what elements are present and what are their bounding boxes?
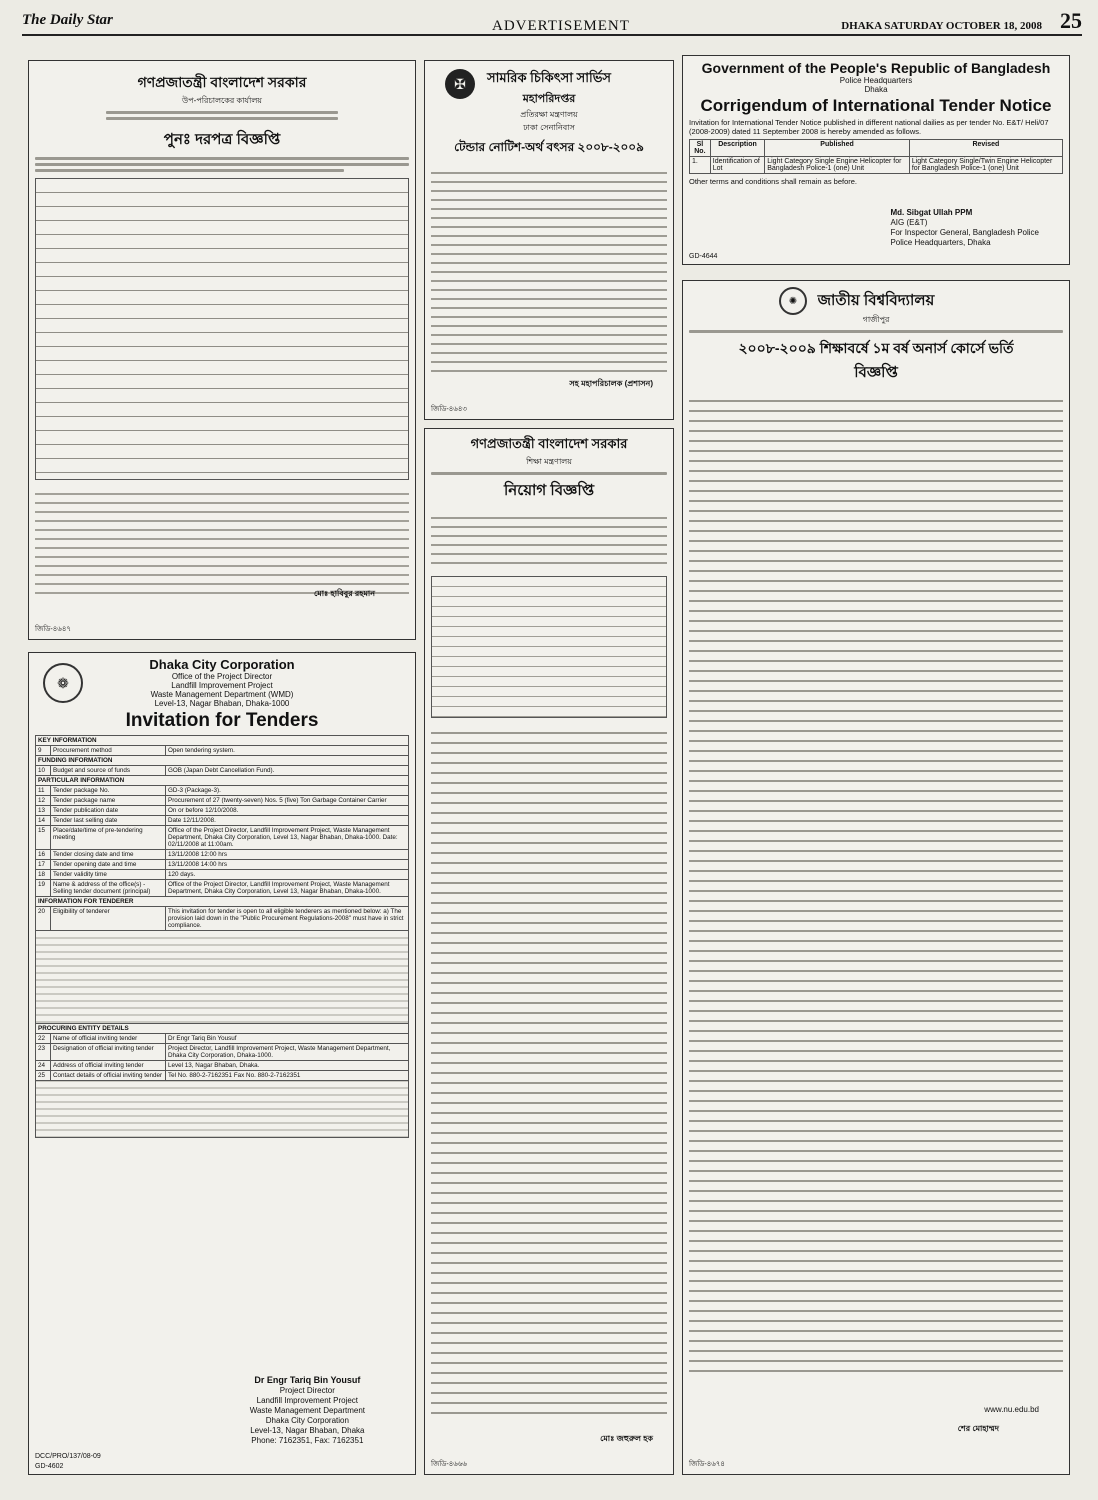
table-cell: Designation of official inviting tender [51, 1044, 166, 1061]
table-row [36, 786, 409, 796]
ad-table [35, 178, 409, 480]
ad-code: জিডি-৪৬৬৬ [431, 1461, 467, 1468]
table-cell: 24 [36, 1061, 51, 1071]
table-row [36, 880, 409, 897]
ad-signatory: মোঃ জহুরুল হক [600, 1434, 653, 1443]
ad-military-tender [424, 60, 674, 420]
dcc-code-2: GD-4602 [35, 1463, 64, 1470]
dcc-org: Dhaka City Corporation [149, 657, 295, 672]
column-header: Revised [909, 140, 1062, 157]
table-cell: Name of official inviting tender [51, 1034, 166, 1044]
table-cell: 9 [36, 746, 51, 756]
table-row [36, 806, 409, 816]
table-cell: 22 [36, 1034, 51, 1044]
table-cell: Procurement of 27 (twenty-seven) Nos. 5 (five) Ton Garbage Container Carrier [166, 796, 409, 806]
table-row [36, 766, 409, 776]
sig-office: Police Headquarters, Dhaka [890, 238, 991, 247]
table-row [36, 1044, 409, 1061]
dcc-emblem-icon: ❁ [43, 663, 83, 703]
section-row [36, 736, 409, 746]
table-cell: Tender closing date and time [51, 850, 166, 860]
dcc-project: Landfill Improvement Project [171, 681, 273, 690]
table-row [36, 826, 409, 850]
corrigendum-intro: Invitation for International Tender Notice published in different national dailies as per tender No. E&T/ Heli/07 (2008-2009) dated 11 September 2008 is hereby amended as follows. [689, 118, 1049, 136]
table-cell: 15 [36, 826, 51, 850]
table-cell: Procurement method [51, 746, 166, 756]
ad-code: জিডি-৪৬৪৭ [35, 626, 71, 633]
sig-name: Md. Sibgat Ullah PPM [890, 208, 973, 217]
university-url[interactable]: www.nu.edu.bd [984, 1405, 1039, 1414]
table-cell: Tender validity time [51, 870, 166, 880]
table-cell: Tel No. 880-2-7162351 Fax No. 880-2-7162351 [166, 1071, 409, 1081]
table-cell: This invitation for tender is open to all eligible tenderers as mentioned below: a) The provision laid down in the "Public Procurement Regulations-2008" must have in strict compliance. [166, 907, 409, 931]
table-cell: 23 [36, 1044, 51, 1061]
table-cell: 16 [36, 850, 51, 860]
table-cell: 17 [36, 860, 51, 870]
section-row [36, 897, 409, 907]
ad-code: GD-4644 [689, 253, 718, 260]
table-cell: Dr Engr Tariq Bin Yousuf [166, 1034, 409, 1044]
dcc-sig-line: Landfill Improvement Project [256, 1396, 359, 1405]
dcc-sig-line: Dhaka City Corporation [265, 1416, 349, 1425]
university-title-2: বিজ্ঞপ্তি [854, 364, 898, 381]
table-cell: GOB (Japan Debt Cancellation Fund). [166, 766, 409, 776]
table-cell: On or before 12/10/2008. [166, 806, 409, 816]
section-row [36, 756, 409, 766]
table-cell: Address of official inviting tender [51, 1061, 166, 1071]
table-cell: Tender opening date and time [51, 860, 166, 870]
ad-signatory: শের মোহাম্মদ [957, 1424, 999, 1433]
table-cell: Date 12/11/2008. [166, 816, 409, 826]
corrigendum-table [689, 139, 1063, 174]
dcc-sig-line: Level-13, Nagar Bhaban, Dhaka [250, 1426, 365, 1435]
corrigendum-note: Other terms and conditions shall remain as before. [689, 177, 857, 186]
table-row: 20 Eligibility of tenderer This invitation for tender is open to all eligible tenderers as mentioned below: a) The provision laid down in the "Public Procurement Regulations-2008" must have in strict compliance. [36, 907, 409, 931]
ad-corrigendum [682, 55, 1070, 265]
table-cell: 120 days. [166, 870, 409, 880]
dcc-title: Invitation for Tenders [125, 710, 319, 731]
ad-code: জিডি-৪৬৪৩ [431, 406, 467, 413]
ad-code: জিডি-৪৬৭৪ [689, 1461, 725, 1468]
ad-subheader-2: প্রতিরক্ষা মন্ত্রণালয় [520, 110, 578, 119]
section-label: PARTICULAR INFORMATION [36, 776, 409, 786]
sig-title: AIG (E&T) [890, 218, 928, 227]
table-cell: GD-3 (Package-3). [166, 786, 409, 796]
table-cell: 13 [36, 806, 51, 816]
table-cell: Tender package No. [51, 786, 166, 796]
ad-title: নিয়োগ বিজ্ঞপ্তি [503, 482, 595, 499]
table-row [36, 816, 409, 826]
dcc-address: Level-13, Nagar Bhaban, Dhaka-1000 [154, 699, 290, 708]
dcc-dept: Waste Management Department (WMD) [150, 690, 294, 699]
ad-header: সামরিক চিকিৎসা সার্ভিস [487, 70, 611, 85]
table-cell: 1. [690, 157, 711, 174]
table-cell: 10 [36, 766, 51, 776]
table-row [690, 157, 1063, 174]
ad-subheader: মহাপরিদপ্তর [522, 93, 576, 105]
table-cell: 13/11/2008 14:00 hrs [166, 860, 409, 870]
table-cell: Name & address of the office(s) -Selling tender document (principal) [51, 880, 166, 897]
table-cell: Open tendering system. [166, 746, 409, 756]
table-cell: Budget and source of funds [51, 766, 166, 776]
section-row [36, 1024, 409, 1034]
column-header: Sl No. [690, 140, 711, 157]
corrigendum-city: Dhaka [864, 85, 888, 94]
table-cell: 12 [36, 796, 51, 806]
table-cell: Project Director, Landfill Improvement Project, Waste Management Department, Dhaka City Corporation, Dhaka-1000. [166, 1044, 409, 1061]
dcc-sig-line: Waste Management Department [249, 1406, 365, 1415]
paper-logo: The Daily Star [22, 12, 113, 28]
table-cell: 19 [36, 880, 51, 897]
corrigendum-office: Police Headquarters [839, 76, 913, 85]
table-row [36, 1034, 409, 1044]
page-number: 25 [1060, 8, 1082, 33]
ad-header: গণপ্রজাতন্ত্রী বাংলাদেশ সরকার [137, 74, 307, 90]
section-label: INFORMATION FOR TENDERER [36, 897, 409, 907]
dcc-sig-line: Phone: 7162351, Fax: 7162351 [251, 1436, 364, 1445]
table-row [36, 850, 409, 860]
corrigendum-title: Corrigendum of International Tender Notice [700, 96, 1052, 115]
ad-dcc-tender [28, 652, 416, 1475]
ad-title: পুনঃ দরপত্র বিজ্ঞপ্তি [163, 131, 281, 148]
section-label: PROCURING ENTITY DETAILS [36, 1024, 409, 1034]
university-sub: গাজীপুর [862, 315, 890, 324]
dcc-sig-line: Project Director [279, 1386, 335, 1395]
dcc-office: Office of the Project Director [171, 672, 273, 681]
table-cell: Light Category Single Engine Helicopter for Bangladesh Police-1 (one) Unit [765, 157, 910, 174]
column-header: Published [765, 140, 910, 157]
table-cell: Tender publication date [51, 806, 166, 816]
ad-header: গণপ্রজাতন্ত্রী বাংলাদেশ সরকার [470, 436, 628, 451]
sig-for: For Inspector General, Bangladesh Police [890, 228, 1039, 237]
university-header: জাতীয় বিশ্ববিদ্যালয় [817, 292, 935, 309]
ad-recruitment-notice [424, 428, 674, 1475]
table-cell: 13/11/2008 12:00 hrs [166, 850, 409, 860]
dcc-sig-name: Dr Engr Tariq Bin Yousuf [254, 1374, 361, 1385]
ad-signatory: মোঃ হাবিবুর রহমান [314, 589, 375, 598]
table-row [36, 1061, 409, 1071]
table-row [36, 746, 409, 756]
section-row [36, 776, 409, 786]
table-cell: 18 [36, 870, 51, 880]
table-header-row [690, 140, 1063, 157]
university-emblem-icon: ✺ [779, 287, 807, 315]
table-cell: Office of the Project Director, Landfill Improvement Project, Waste Management Department, Dhaka City Corporation, Level 13, Nagar Bhaban, Dhaka-1000. [166, 880, 409, 897]
table-cell: 25 [36, 1071, 51, 1081]
section-label: FUNDING INFORMATION [36, 756, 409, 766]
table-row [36, 860, 409, 870]
table-row [36, 870, 409, 880]
table-cell: Identification of Lot [710, 157, 764, 174]
table-cell: Tender package name [51, 796, 166, 806]
table-cell: Level 13, Nagar Bhaban, Dhaka. [166, 1061, 409, 1071]
ad-subheader-3: ঢাকা সেনানিবাস [523, 123, 575, 132]
table-row [36, 1071, 409, 1081]
military-emblem-icon: ✠ [445, 69, 475, 99]
table-cell: 11 [36, 786, 51, 796]
table-cell: Contact details of official inviting tender [51, 1071, 166, 1081]
column-header: Description [710, 140, 764, 157]
dateline: DHAKA SATURDAY OCTOBER 18, 2008 [841, 20, 1042, 32]
ad-university-admission [682, 280, 1070, 1475]
recruitment-table [431, 576, 667, 718]
ad-signatory: সহ মহাপরিচালক (প্রশাসন) [569, 379, 653, 388]
table-row [36, 796, 409, 806]
section-title: ADVERTISEMENT [492, 18, 630, 34]
table-cell: 14 [36, 816, 51, 826]
dcc-code-1: DCC/PRO/137/08-09 [35, 1453, 101, 1460]
table-cell: Place/date/time of pre-tendering meeting [51, 826, 166, 850]
dcc-tender-table [35, 735, 409, 1138]
table-cell: Light Category Single/Twin Engine Helicopter for Bangladesh Police-1 (one) Unit [909, 157, 1062, 174]
masthead [22, 8, 1082, 36]
ad-subheader: শিক্ষা মন্ত্রণালয় [526, 457, 572, 466]
university-title: ২০০৮-২০০৯ শিক্ষাবর্ষে ১ম বর্ষ অনার্স কোর্সে ভর্তি [738, 340, 1014, 356]
corrigendum-gov: Government of the People's Republic of Bangladesh [701, 60, 1051, 76]
ad-title: টেন্ডার নোটিশ-অর্থ বৎসর ২০০৮-২০০৯ [454, 140, 644, 154]
ad-subheader: উপ-পরিচালকের কার্যালয় [182, 96, 262, 105]
table-cell: Tender last selling date [51, 816, 166, 826]
ad-retender-notice [28, 60, 416, 640]
section-label: KEY INFORMATION [36, 736, 409, 746]
table-cell: Office of the Project Director, Landfill Improvement Project, Waste Management Department, Dhaka City Corporation, Level 13, Nagar Bhaban, Dhaka-1000. Date: 02/11/2008 at 11:00am. [166, 826, 409, 850]
